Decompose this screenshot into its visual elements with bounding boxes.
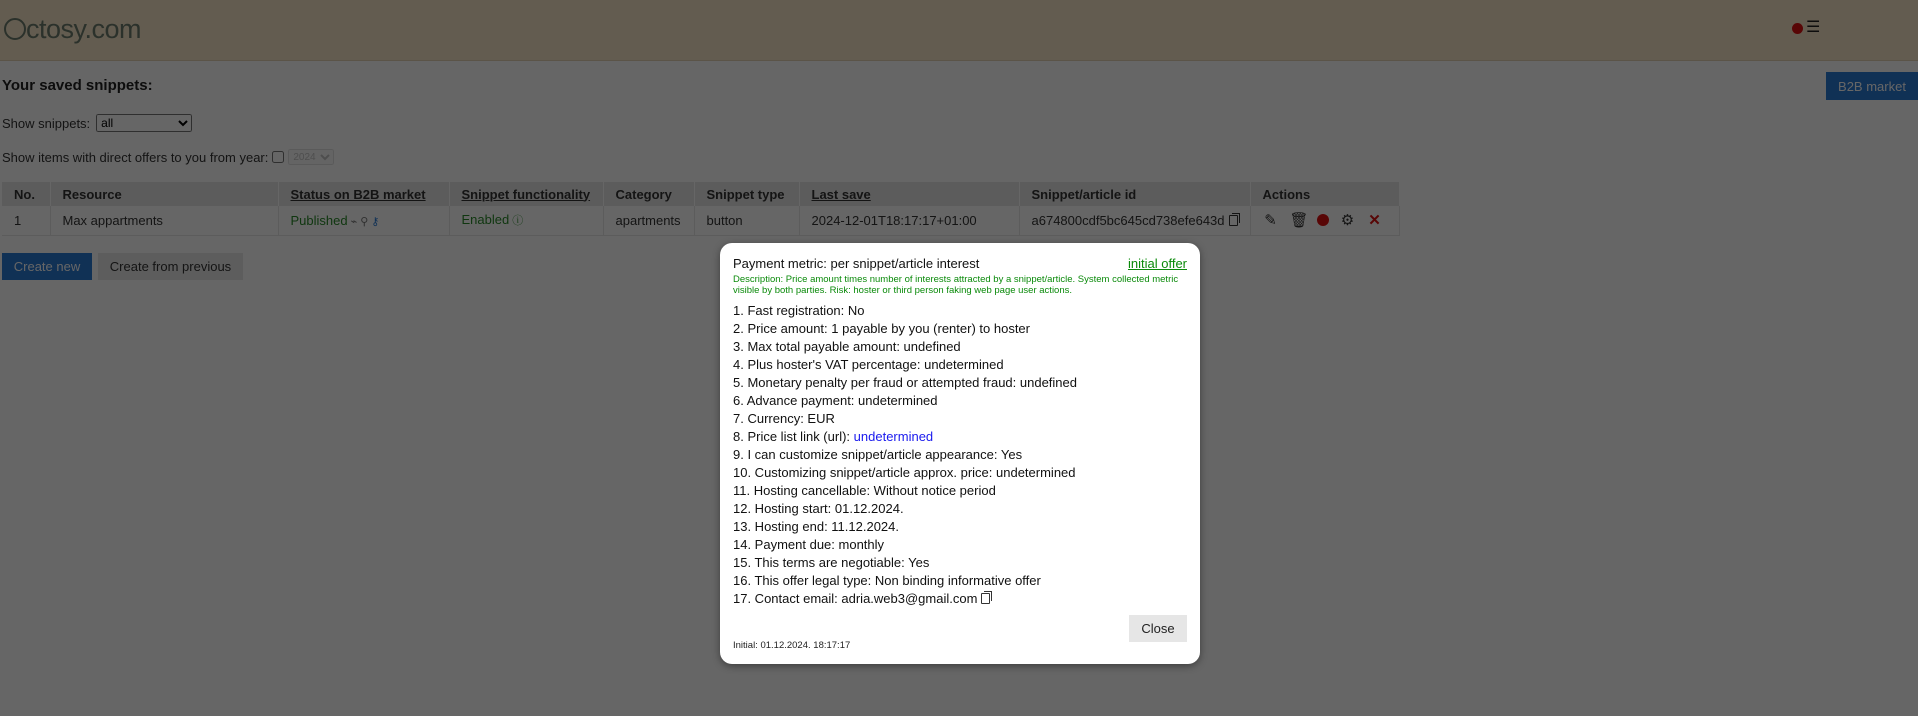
term-item: 16. This offer legal type: Non binding informative offer [733,573,1041,588]
term-item-contact [733,590,1187,608]
modal-title: Payment metric: per snippet/article interest [733,256,980,271]
terms-list [733,302,1187,608]
offer-modal [720,243,1200,664]
term-item: 12. Hosting start: 01.12.2024. [733,501,904,516]
modal-header [733,256,1187,271]
term-item: 5. Monetary penalty per fraud or attempted fraud: undefined [733,375,1077,390]
term-item: 7. Currency: EUR [733,411,835,426]
term-item: 9. I can customize snippet/article appearance: Yes [733,447,1023,462]
term-item: 3. Max total payable amount: undefined [733,339,961,354]
term-item: 2. Price amount: 1 payable by you (renter) to hoster [733,321,1030,336]
copy-email-icon[interactable] [981,593,990,604]
term-item: 1. Fast registration: No [733,303,865,318]
initial-offer-link[interactable]: initial offer [1127,256,1187,271]
term-item: 15. This terms are negotiable: Yes [733,555,930,570]
term-item-price-list [733,428,1187,446]
term-item: 13. Hosting end: 11.12.2024. [733,519,899,534]
term-item: 4. Plus hoster's VAT percentage: undetermined [733,357,1004,372]
term-item: 6. Advance payment: undetermined [733,393,938,408]
term-item: 11. Hosting cancellable: Without notice period [733,483,996,498]
close-button[interactable]: Close [1129,615,1187,642]
modal-description: Description: Price amount times number of interests attracted by a snippet/article. System collected metric visible by both parties. Risk: hoster or third person faking web page user actions. [733,274,1179,296]
term-item: 10. Customizing snippet/article approx. price: undetermined [733,465,1076,480]
price-list-label: 8. Price list link (url): [733,429,851,444]
contact-email: 17. Contact email: adria.web3@gmail.com [733,591,978,606]
modal-footer: Initial: 01.12.2024. 18:17:17 [733,640,851,651]
term-item: 14. Payment due: monthly [733,537,885,552]
price-list-link[interactable]: undetermined [853,429,934,444]
